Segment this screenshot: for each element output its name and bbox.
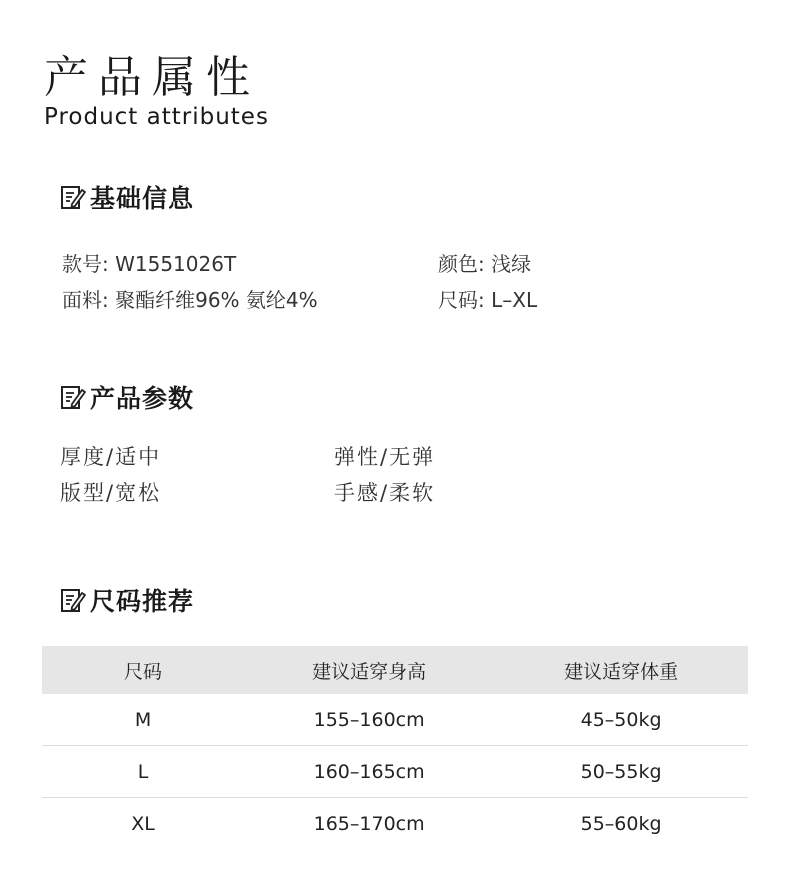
cell-size: L [42, 746, 244, 798]
section-heading: 产品参数 [90, 384, 195, 413]
header-weight: 建议适穿体重 [494, 646, 748, 694]
table-row [42, 798, 748, 850]
cell-weight: 55–60kg [580, 812, 662, 835]
page-subtitle: Product attributes [44, 104, 269, 130]
table-row [42, 694, 748, 746]
cell-weight: 45–50kg [494, 694, 748, 746]
size-table [42, 646, 748, 849]
cell-size: XL [131, 812, 155, 835]
section-heading: 尺码推荐 [90, 587, 195, 616]
attr-elasticity: 弹性/无弹 [334, 445, 436, 469]
header-size: 尺码 [42, 646, 244, 694]
style-number: 款号: W1551026T [62, 252, 237, 276]
attr-thickness: 厚度/适中 [60, 445, 162, 469]
section-size-rec [60, 583, 194, 617]
header-height: 建议适穿身高 [244, 646, 494, 694]
table-header-row [42, 646, 748, 694]
cell-weight: 50–55kg [494, 746, 748, 798]
section-params [60, 380, 194, 414]
cell-height: 155–160cm [244, 694, 494, 746]
cell-size: M [42, 694, 244, 746]
edit-note-icon [60, 184, 86, 210]
section-basic-info [60, 180, 194, 214]
fabric-value: 面料: 聚酯纤维96% 氨纶4% [62, 288, 318, 312]
color-value: 颜色: 浅绿 [438, 252, 532, 276]
edit-note-icon [60, 384, 86, 410]
attr-feel: 手感/柔软 [334, 481, 436, 505]
attr-fit: 版型/宽松 [60, 481, 162, 505]
table-row [42, 746, 748, 798]
edit-note-icon [60, 587, 86, 613]
cell-height: 165–170cm [313, 812, 425, 835]
section-heading: 基础信息 [90, 184, 195, 213]
cell-height: 160–165cm [244, 746, 494, 798]
page-title: 产品属性 [44, 52, 260, 103]
size-range: 尺码: L–XL [438, 288, 538, 312]
